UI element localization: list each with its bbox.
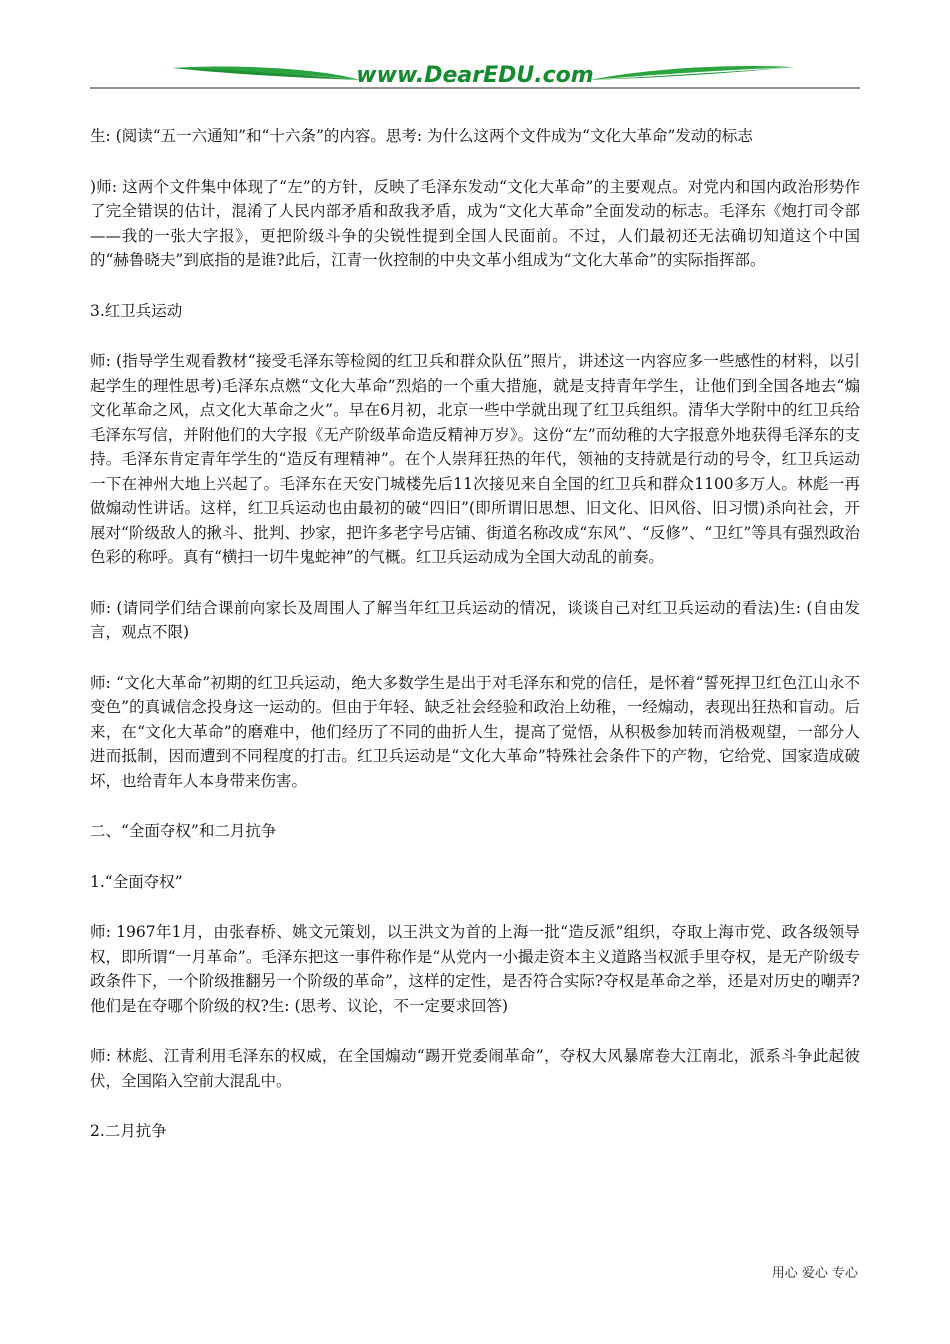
header-banner bbox=[90, 58, 860, 94]
section-heading: 3.红卫兵运动 bbox=[90, 301, 183, 320]
section-heading: 2.二月抗争 bbox=[90, 1122, 167, 1140]
paragraph: 师: (请同学们结合课前向家长及周围人了解当年红卫兵运动的情况，谈谈自己对红卫兵运动的看法)生: (自由发言，观点不限) bbox=[90, 598, 860, 641]
section-heading: 1.“全面夺权” bbox=[90, 872, 183, 891]
paragraph: 师: “文化大革命”初期的红卫兵运动，绝大多数学生是出于对毛泽东和党的信任，是怀着“誓死捍卫红色江山永不变色”的真诚信念投身这一运动的。但由于年轻、缺乏社会经验和政治上幼稚，一经煽动，表现出狂热和盲动。后来，在“文化大革命”的磨难中，他们经历了不同的曲折人生，提高了觉悟，从积极参加转而消极观望，一部分人进而抵制，因而遭到不同程度的打击。红卫兵运动是“文化大革命”特殊社会条件下的产物，它给党、国家造成破坏，也给青年人本身带来伤害。 bbox=[90, 673, 860, 790]
right-swoosh-decoration bbox=[590, 66, 795, 80]
page-header bbox=[90, 58, 860, 94]
paragraph: 师: (指导学生观看教材“接受毛泽东等检阅的红卫兵和群众队伍”照片，讲述这一内容应多一些感性的材料，以引起学生的理性思考)毛泽东点燃“文化大革命”烈焰的一个重大措施，就是支持青年学生，让他们到全国各地去“煽文化革命之风，点文化大革命之火”。早在6月初，北京一些中学就出现了红卫兵组织。清华大学附中的红卫兵给毛泽东写信，并附他们的大字报《无产阶级革命造反精神万岁》。这份“左”而幼稚的大字报意外地获得毛泽东的支持。毛泽东肯定青年学生的“造反有理精神”。在个人崇拜狂热的年代，领袖的支持就是行动的号令，红卫兵运动一下在神州大地上兴起了。毛泽东在天安门城楼先后11次接见来自全国的红卫兵和群众1100多万人。林彪一再做煽动性讲话。这样，红卫兵运动也由最初的破“四旧”(即所谓旧思想、旧文化、旧风俗、旧习惯)杀向社会，开展对“阶级敌人的揪斗、批判、抄家，把许多老字号店铺、街道名称改成“东风”、“反修”、“卫红”等具有强烈政治色彩的称呼。真有“横扫一切牛鬼蛇神”的气概。红卫兵运动成为全国大动乱的前奏。 bbox=[90, 352, 860, 566]
document-body bbox=[90, 124, 860, 1170]
paragraph: 师: 1967年1月，由张春桥、姚文元策划，以王洪文为首的上海一批“造反派”组织，夺取上海市党、政各级领导权，即所谓“一月革命”。毛泽东把这一事件称作是“从党内一小撮走资本主义道路当权派手里夺权，是无产阶级专政条件下，一个阶级推翻另一个阶级的革命”，这样的定性，是否符合实际?夺权是革命之举，还是对历史的嘲弄?他们是在夺哪个阶级的权?生: (思考、议论，不一定要求回答) bbox=[90, 923, 860, 1015]
paragraph: 师: 林彪、江青利用毛泽东的权威，在全国煽动“踢开党委闹革命”，夺权大风暴席卷大江南北，派系斗争此起彼伏，全国陷入空前大混乱中。 bbox=[90, 1047, 860, 1090]
page-footer: 用心 爱心 专心 bbox=[771, 1266, 858, 1281]
section-heading: 二、“全面夺权”和二月抗争 bbox=[90, 822, 277, 840]
paragraph: )师: 这两个文件集中体现了“左”的方针，反映了毛泽东发动“文化大革命”的主要观点。对党内和国内政治形势作了完全错误的估计，混淆了人民内部矛盾和敌我矛盾，成为“文化大革命”全面发动的标志。毛泽东《炮打司令部——我的一张大字报》，更把阶级斗争的尖锐性提到全国人民面前。不过，人们最初还无法确切知道这个中国的“赫鲁晓夫”到底指的是谁?此后，江青一伙控制的中央文革小组成为“文化大革命”的实际指挥部。 bbox=[90, 177, 860, 269]
site-logo-text: www.DearEDU.com bbox=[356, 63, 594, 88]
paragraph: 生: (阅读“五一六通知”和“十六条”的内容。思考: 为什么这两个文件成为“文化大革命”发动的标志 bbox=[90, 127, 753, 145]
